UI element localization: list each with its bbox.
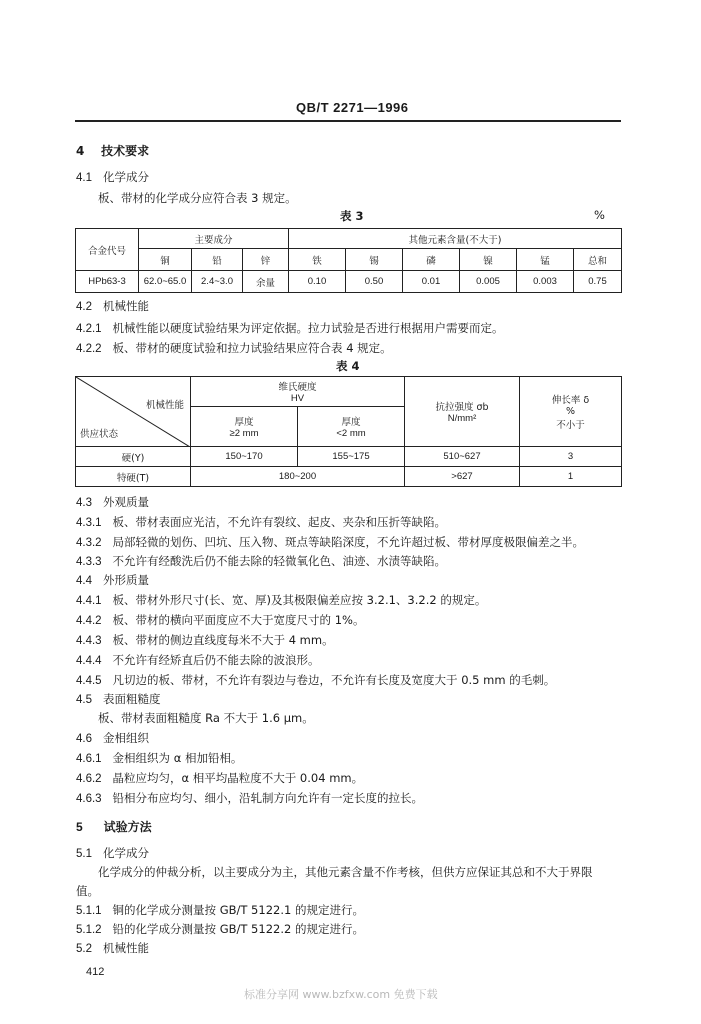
section-number: 4.4.2 (76, 615, 102, 627)
thickness-label: 厚度 (234, 417, 254, 428)
section-5-2-heading (76, 940, 149, 956)
thickness-range: ≥2 mm (229, 428, 259, 439)
table-cell: 0.003 (517, 271, 574, 293)
paragraph: 值。 (76, 884, 99, 898)
section-number: 4.6.1 (76, 753, 102, 765)
paragraph (76, 553, 446, 569)
table-header: 铜 (139, 249, 192, 271)
section-title: 技术要求 (101, 144, 150, 158)
table-cell: 150~170 (191, 447, 298, 467)
section-number: 4.1 (76, 172, 92, 184)
paragraph-text: 铅的化学成分测量按 GB/T 5122.2 的规定进行。 (112, 922, 364, 936)
table-header (520, 377, 622, 447)
paragraph-text: 铜的化学成分测量按 GB/T 5122.1 的规定进行。 (112, 903, 364, 917)
diagonal-header-bottom: 供应状态 (80, 429, 119, 440)
hardness-title: 维氏硬度 (278, 382, 317, 393)
table-cell: >627 (405, 467, 520, 487)
table-header: 铅 (192, 249, 243, 271)
section-title: 试验方法 (103, 820, 152, 834)
section-title: 金相组织 (102, 731, 149, 745)
paragraph (76, 652, 320, 668)
paragraph: 板、带材表面粗糙度 Ra 不大于 1.6 μm。 (98, 711, 314, 725)
table-header (405, 377, 520, 447)
paragraph-text: 不允许有经矫直后仍不能去除的波浪形。 (112, 653, 320, 667)
paragraph (76, 790, 423, 806)
section-number: 5.2 (76, 943, 92, 955)
paragraph-text: 金相组织为 α 相加铅相。 (112, 751, 243, 765)
paragraph-text: 铅相分布应均匀、细小，沿轧制方向允许有一定长度的拉长。 (112, 791, 424, 805)
paragraph-text: 不允许有经酸洗后仍不能去除的轻微氧化色、油迹、水渍等缺陷。 (112, 554, 447, 568)
section-4-4-heading (76, 572, 149, 588)
section-number: 5.1.2 (76, 924, 102, 936)
table-cell: 0.005 (460, 271, 517, 293)
table-row (76, 271, 622, 293)
section-number: 4.3.2 (76, 537, 102, 549)
paragraph (76, 612, 364, 628)
table-4 (75, 376, 622, 487)
section-number: 4.2 (76, 301, 92, 313)
thickness-range: <2 mm (336, 428, 366, 439)
table-header: 锌 (243, 249, 289, 271)
paragraph-text: 板、带材的硬度试验和拉力试验结果应符合表 4 规定。 (112, 341, 392, 355)
table-header (298, 407, 405, 447)
section-number: 4.2.2 (76, 343, 102, 355)
paragraph-text: 板、带材表面应光洁，不允许有裂纹、起皮、夹杂和压折等缺陷。 (112, 515, 447, 529)
table-cell: HPb63-3 (76, 271, 139, 293)
table-cell: 62.0~65.0 (139, 271, 192, 293)
thickness-label: 厚度 (341, 417, 361, 428)
table-3-unit: % (594, 208, 605, 222)
paragraph (76, 534, 584, 550)
paragraph (76, 592, 486, 608)
section-4-3-heading (76, 494, 149, 510)
table-cell: 180~200 (191, 467, 405, 487)
paragraph (76, 340, 392, 356)
section-number: 4.6.3 (76, 793, 102, 805)
section-number: 4.4 (76, 575, 92, 587)
table-header: 主要成分 (139, 229, 289, 249)
elongation-title: 伸长率 δ (551, 395, 590, 406)
section-4-heading (76, 142, 149, 159)
table-cell: 余量 (243, 271, 289, 293)
table-cell: 0.10 (289, 271, 346, 293)
table-header: 总和 (574, 249, 622, 271)
table-header: 铁 (289, 249, 346, 271)
section-title: 化学成分 (102, 846, 149, 860)
diagonal-header-top: 机械性能 (145, 400, 184, 411)
paragraph (76, 514, 446, 530)
section-number: 4.6 (76, 733, 92, 745)
table-cell: 2.4~3.0 (192, 271, 243, 293)
page-number: 412 (86, 966, 105, 978)
section-number: 4.6.2 (76, 773, 102, 785)
section-4-2-heading (76, 298, 149, 314)
table-header: 镍 (460, 249, 517, 271)
strength-title: 抗拉强度 σb (435, 402, 489, 413)
paragraph-text: 板、带材的横向平面度应不大于宽度尺寸的 1%。 (112, 613, 365, 627)
section-title: 化学成分 (102, 170, 149, 184)
section-5-heading (76, 818, 152, 835)
paragraph (76, 902, 364, 918)
header-rule (75, 120, 621, 122)
paragraph-text: 板、带材的侧边直线度每米不大于 4 mm。 (112, 633, 334, 647)
table-cell: 特硬(T) (76, 467, 191, 487)
standard-number: QB/T 2271—1996 (296, 100, 409, 115)
table-header (191, 407, 298, 447)
section-number: 4.4.3 (76, 635, 102, 647)
section-title: 外形质量 (102, 573, 149, 587)
elongation-note: 不小于 (556, 420, 585, 431)
table-3-caption: 表 3 (340, 209, 364, 223)
table-header: 其他元素含量(不大于) (289, 229, 622, 249)
table-header: 锡 (346, 249, 403, 271)
paragraph (76, 320, 504, 336)
diagonal-header-cell (76, 377, 191, 447)
section-number: 4.3.3 (76, 556, 102, 568)
section-number: 4.4.4 (76, 655, 102, 667)
section-number: 4.5 (76, 694, 92, 706)
table-4-caption: 表 4 (336, 359, 360, 373)
watermark-footer: 标准分享网 www.bzfxw.com 免费下载 (244, 988, 438, 1001)
elongation-unit: % (565, 406, 576, 417)
paragraph (76, 672, 555, 688)
table-cell: 0.75 (574, 271, 622, 293)
section-title: 外观质量 (102, 495, 149, 509)
table-cell: 0.01 (403, 271, 460, 293)
table-cell: 3 (520, 447, 622, 467)
section-4-6-heading (76, 730, 149, 746)
table-cell: 1 (520, 467, 622, 487)
table-header: 锰 (517, 249, 574, 271)
paragraph (76, 750, 242, 766)
section-title: 表面粗糙度 (102, 692, 161, 706)
section-number: 4.4.1 (76, 595, 102, 607)
table-row (76, 447, 622, 467)
table-cell: 155~175 (298, 447, 405, 467)
paragraph (76, 770, 363, 786)
paragraph (76, 632, 334, 648)
section-number: 4.3.1 (76, 517, 102, 529)
section-4-5-heading (76, 691, 160, 707)
paragraph: 化学成分的仲裁分析，以主要成分为主，其他元素含量不作考核，但供方应保证其总和不大于界限 (98, 865, 593, 879)
section-4-1-heading (76, 169, 149, 185)
table-cell: 硬(Y) (76, 447, 191, 467)
section-number: 4.3 (76, 497, 92, 509)
table-header: 合金代号 (76, 229, 139, 271)
section-number: 5 (76, 820, 83, 834)
paragraph-text: 板、带材外形尺寸(长、宽、厚)及其极限偏差应按 3.2.1、3.2.2 的规定。 (112, 593, 487, 607)
table-cell: 0.50 (346, 271, 403, 293)
section-number: 4 (76, 144, 85, 158)
paragraph-text: 局部轻微的划伤、凹坑、压入物、斑点等缺陷深度，不允许超过板、带材厚度极限偏差之半。 (112, 535, 585, 549)
table-3 (75, 228, 622, 293)
section-number: 5.1.1 (76, 905, 102, 917)
strength-unit: N/mm² (447, 413, 477, 424)
section-title: 机械性能 (102, 941, 149, 955)
section-number: 4.2.1 (76, 323, 102, 335)
paragraph-text: 晶粒应均匀，α 相平均晶粒度不大于 0.04 mm。 (112, 771, 364, 785)
table-header: 磷 (403, 249, 460, 271)
table-header (191, 377, 405, 407)
section-number: 5.1 (76, 848, 92, 860)
paragraph: 板、带材的化学成分应符合表 3 规定。 (98, 191, 297, 205)
table-row (76, 467, 622, 487)
paragraph-text: 机械性能以硬度试验结果为评定依据。拉力试验是否进行根据用户需要而定。 (112, 321, 504, 335)
section-number: 4.4.5 (76, 675, 102, 687)
table-cell: 510~627 (405, 447, 520, 467)
section-5-1-heading (76, 845, 149, 861)
section-title: 机械性能 (102, 299, 149, 313)
hardness-unit: HV (290, 393, 305, 404)
paragraph-text: 凡切边的板、带材，不允许有裂边与卷边，不允许有长度及宽度大于 0.5 mm 的毛刺。 (112, 673, 556, 687)
paragraph (76, 921, 364, 937)
